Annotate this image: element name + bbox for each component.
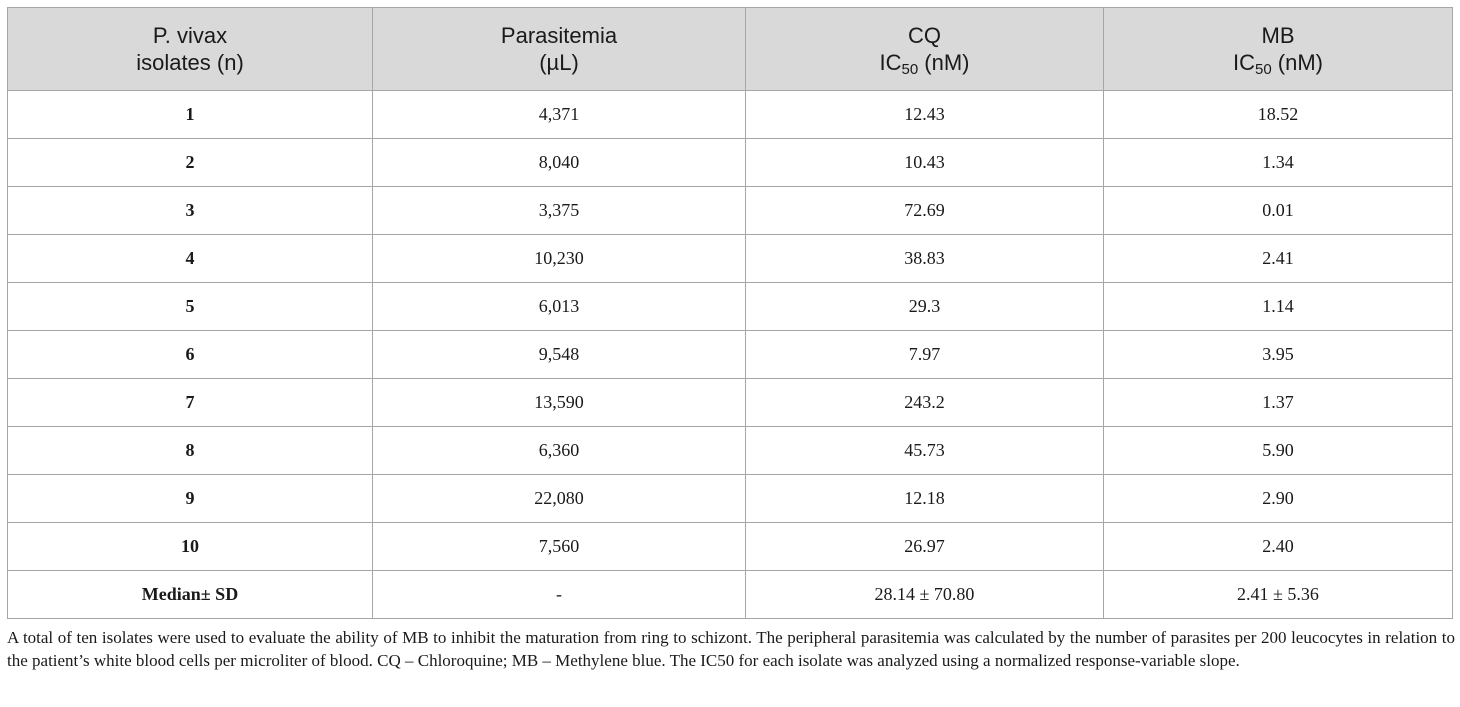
table-row: [8, 379, 1453, 427]
cell-parasitemia: 22,080: [373, 475, 746, 523]
cell-parasitemia: 6,360: [373, 427, 746, 475]
cell-isolate: 1: [8, 91, 373, 139]
header-isolates-line2: isolates (n): [136, 50, 244, 75]
cell-isolate: 8: [8, 427, 373, 475]
cell-isolate: 7: [8, 379, 373, 427]
cell-cq: 12.18: [746, 475, 1104, 523]
cell-parasitemia: 7,560: [373, 523, 746, 571]
cell-mb: 2.41: [1104, 235, 1453, 283]
cell-summary-mb: 2.41 ± 5.36: [1104, 571, 1453, 619]
cell-isolate: 4: [8, 235, 373, 283]
header-parasitemia-line1: Parasitemia: [500, 23, 618, 48]
cell-mb: 1.37: [1104, 379, 1453, 427]
header-isolates: [8, 8, 373, 91]
cell-mb: 1.14: [1104, 283, 1453, 331]
cell-isolate: 5: [8, 283, 373, 331]
cell-mb: 3.95: [1104, 331, 1453, 379]
header-cq-unit: (nM): [918, 50, 970, 75]
cell-parasitemia: 13,590: [373, 379, 746, 427]
cell-cq: 7.97: [746, 331, 1104, 379]
header-parasitemia: [373, 8, 746, 91]
header-cq-line2: [746, 49, 1103, 76]
cell-mb: 2.40: [1104, 523, 1453, 571]
cell-cq: 45.73: [746, 427, 1104, 475]
header-parasitemia-line2: (µL): [539, 50, 579, 75]
cell-summary-cq: 28.14 ± 70.80: [746, 571, 1104, 619]
table-header: [8, 8, 1453, 91]
data-table-container: [7, 7, 1452, 619]
header-cq: [746, 8, 1104, 91]
header-row: [8, 8, 1453, 91]
cell-cq: 12.43: [746, 91, 1104, 139]
table-row: [8, 283, 1453, 331]
table-row: [8, 139, 1453, 187]
table-row: [8, 91, 1453, 139]
header-mb-line1: MB: [1261, 23, 1295, 48]
header-mb-ic: IC: [1232, 50, 1255, 75]
cell-mb: 5.90: [1104, 427, 1453, 475]
header-mb-line2: [1104, 49, 1452, 76]
header-mb-unit: (nM): [1271, 50, 1323, 75]
cell-mb: 0.01: [1104, 187, 1453, 235]
table-row: [8, 331, 1453, 379]
header-isolates-line1: P. vivax: [152, 23, 228, 48]
cell-cq: 72.69: [746, 187, 1104, 235]
cell-cq: 26.97: [746, 523, 1104, 571]
cell-parasitemia: 3,375: [373, 187, 746, 235]
cell-isolate: 2: [8, 139, 373, 187]
header-cq-sub: 50: [901, 61, 919, 78]
cell-mb: 2.90: [1104, 475, 1453, 523]
cell-summary-parasitemia: -: [373, 571, 746, 619]
cell-parasitemia: 10,230: [373, 235, 746, 283]
table-row: [8, 475, 1453, 523]
cell-parasitemia: 8,040: [373, 139, 746, 187]
cell-mb: 1.34: [1104, 139, 1453, 187]
cell-isolate: 9: [8, 475, 373, 523]
table-body: [8, 91, 1453, 619]
cell-cq: 10.43: [746, 139, 1104, 187]
header-cq-ic: IC: [879, 50, 902, 75]
header-mb: [1104, 8, 1453, 91]
summary-row: [8, 571, 1453, 619]
table-row: [8, 523, 1453, 571]
table-row: [8, 427, 1453, 475]
cell-summary-label: Median± SD: [8, 571, 373, 619]
table-row: [8, 187, 1453, 235]
isolates-ic50-table: [7, 7, 1453, 619]
cell-parasitemia: 6,013: [373, 283, 746, 331]
cell-isolate: 3: [8, 187, 373, 235]
cell-cq: 38.83: [746, 235, 1104, 283]
header-cq-line1: CQ: [908, 23, 941, 48]
cell-mb: 18.52: [1104, 91, 1453, 139]
header-mb-sub: 50: [1254, 61, 1272, 78]
cell-parasitemia: 4,371: [373, 91, 746, 139]
table-footnote: A total of ten isolates were used to evaluate the ability of MB to inhibit the maturation from ring to schizont. The peripheral parasitemia was calculated by the number of parasites per 200 leucocytes in relation to the patient’s white blood cells per microliter of blood. CQ – Chloroquine; MB – Methylene blue. The IC50 for each isolate was analyzed using a normalized response-variable slope.: [7, 628, 1455, 670]
cell-cq: 29.3: [746, 283, 1104, 331]
cell-cq: 243.2: [746, 379, 1104, 427]
table-row: [8, 235, 1453, 283]
cell-isolate: 6: [8, 331, 373, 379]
cell-parasitemia: 9,548: [373, 331, 746, 379]
cell-isolate: 10: [8, 523, 373, 571]
